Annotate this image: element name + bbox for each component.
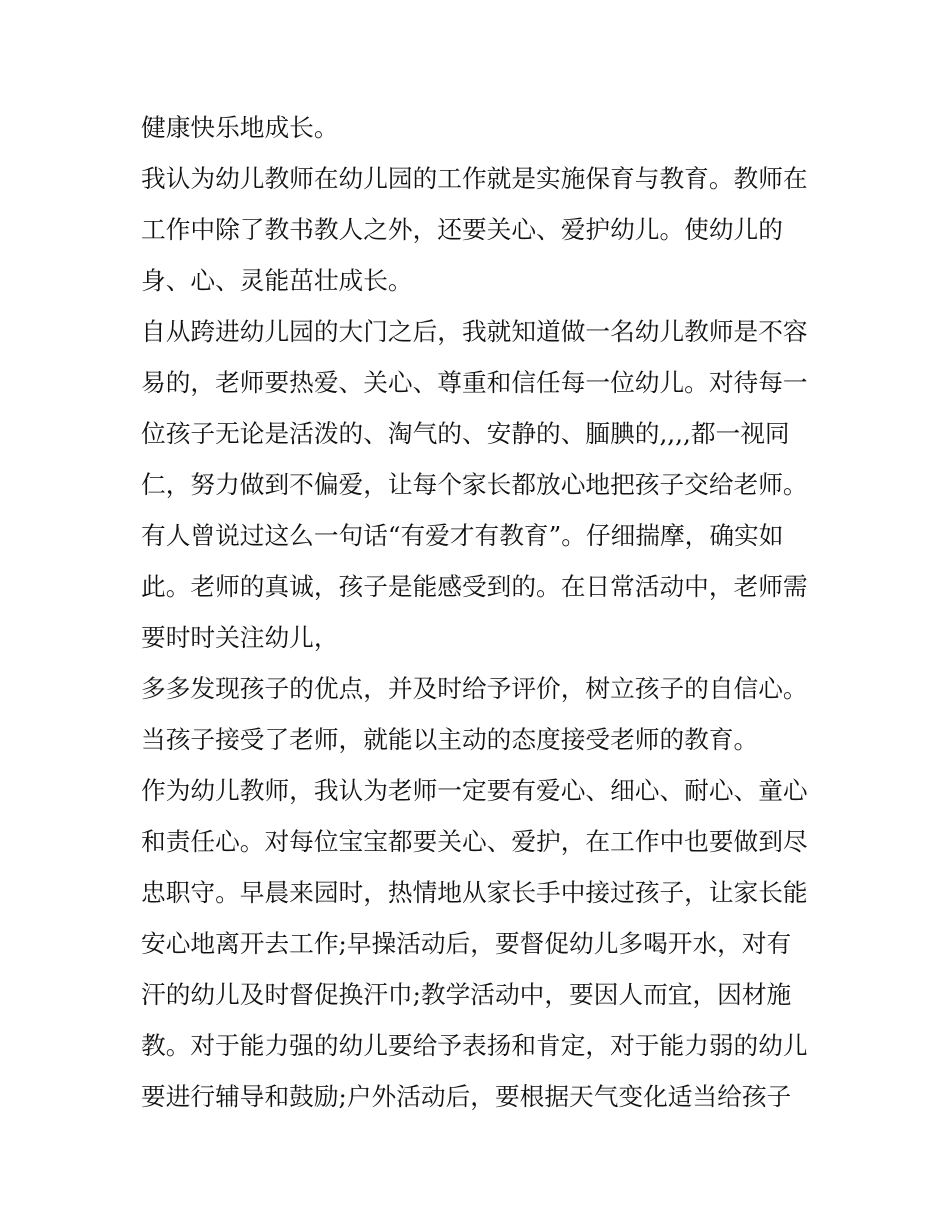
text-line: 有人曾说过这么一句话“有爱才有教育”。仔细揣摩，确实如 [141, 521, 784, 550]
text-line: 自从跨进幼儿园的大门之后，我就知道做一名幼儿教师是不容 [141, 317, 808, 346]
text-line: 教。对于能力强的幼儿要给予表扬和肯定，对于能力弱的幼儿 [141, 1031, 808, 1060]
text-line: 多多发现孩子的优点，并及时给予评价，树立孩子的自信心。 [141, 674, 808, 703]
document-body [141, 102, 821, 1122]
text-line: 易的，老师要热爱、关心、尊重和信任每一位幼儿。对待每一 [141, 368, 808, 397]
text-line: 工作中除了教书教人之外，还要关心、爱护幼儿。使幼儿的 [141, 215, 783, 244]
text-line: 忠职守。早晨来园时，热情地从家长手中接过孩子，让家长能 [141, 878, 808, 907]
text-line: 位孩子无论是活泼的、淘气的、安静的、腼腆的,,,,都一视同 [141, 419, 790, 448]
text-line: 身、心、灵能茁壮成长。 [141, 266, 413, 295]
text-line: 我认为幼儿教师在幼儿园的工作就是实施保育与教育。教师在 [141, 164, 808, 193]
text-line: 安心地离开去工作;早操活动后，要督促幼儿多喝开水，对有 [141, 929, 792, 958]
text-line: 此。老师的真诚，孩子是能感受到的。在日常活动中，老师需 [141, 572, 808, 601]
text-line: 当孩子接受了老师，就能以主动的态度接受老师的教育。 [141, 725, 759, 754]
text-line: 要进行辅导和鼓励;户外活动后，要根据天气变化适当给孩子 [141, 1082, 792, 1111]
text-line: 作为幼儿教师，我认为老师一定要有爱心、细心、耐心、童心 [141, 776, 808, 805]
text-line: 和责任心。对每位宝宝都要关心、爱护，在工作中也要做到尽 [141, 827, 808, 856]
text-line: 仁，努力做到不偏爱，让每个家长都放心地把孩子交给老师。 [141, 470, 808, 499]
text-line: 健康快乐地成长。 [141, 113, 339, 142]
text-line: 汗的幼儿及时督促换汗巾;教学活动中，要因人而宜，因材施 [141, 980, 792, 1009]
text-line: 要时时关注幼儿， [141, 623, 339, 652]
